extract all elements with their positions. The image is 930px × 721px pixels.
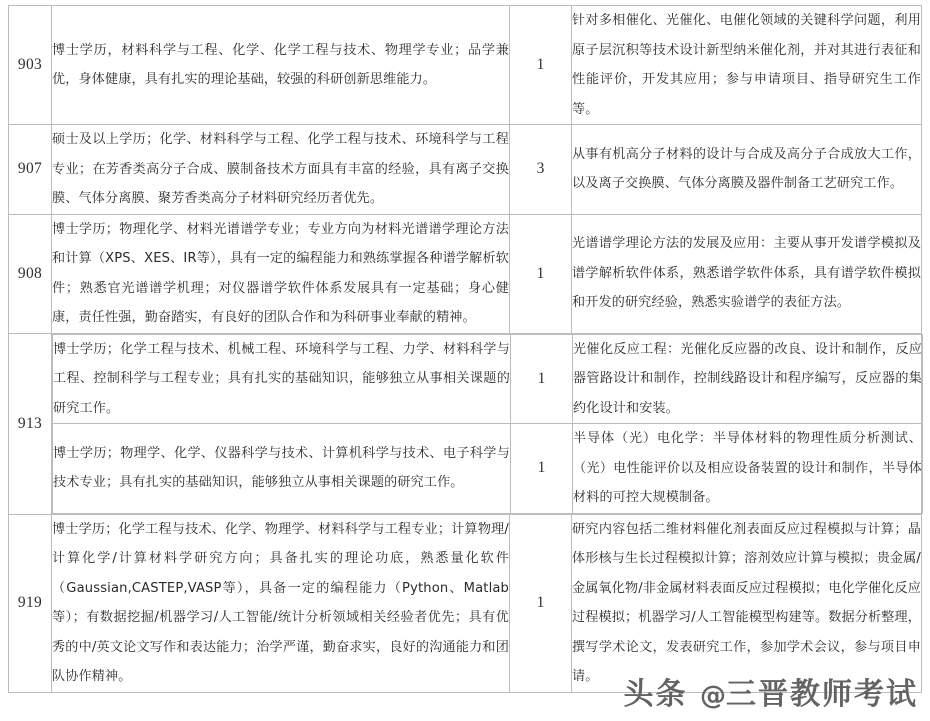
row-quantity-cell: 1 — [511, 424, 573, 514]
recruitment-requirements-table — [8, 5, 922, 693]
row-id-cell: 913 — [9, 333, 52, 514]
row-id-cell: 903 — [9, 6, 52, 125]
table-subrow — [53, 424, 923, 514]
row-quantity-cell: 3 — [510, 125, 572, 215]
row-requirement-cell: 硕士及以上学历；化学、材料科学与工程、化学工程与技术、环境科学与工程专业；在芳香类高分子合成、膜制备技术方面具有丰富的经验，具有离子交换膜、气体分离膜、聚芳香类高分子材料研究经历者优先。 — [52, 125, 510, 215]
row-duty-cell: 半导体（光）电化学：半导体材料的物理性质分析测试、（光）电性能评价以及相应设备装置的设计和制作，半导体材料的可控大规模制备。 — [573, 424, 923, 514]
table-row-grouped — [9, 333, 922, 514]
row-id-cell: 919 — [9, 514, 52, 692]
row-quantity-cell: 1 — [511, 334, 573, 424]
watermark-at-symbol: @ — [700, 681, 726, 711]
row-requirement-cell: 博士学历；化学工程与技术、机械工程、环境科学与工程、力学、材料科学与工程、控制科学与工程专业；具有扎实的基础知识，能够独立从事相关课题的研究工作。 — [53, 334, 511, 424]
table-row — [9, 514, 922, 692]
row-requirement-cell: 博士学历；化学工程与技术、化学、物理学、材料科学与工程专业；计算物理/计算化学/计算材料学研究方向；具备扎实的理论功底，熟悉量化软件（Gaussian,CASTEP,VASP等），具备一定的编程能力（Python、Matlab等）；有数据挖掘/机器学习/人工智能/统计分析领域相关经验者优先；具有优秀的中/英文论文写作和表达能力；治学严谨，勤奋求实，良好的沟通能力和团队协作精神。 — [52, 514, 510, 692]
row-quantity-cell: 1 — [510, 214, 572, 333]
row-duty-cell: 光催化反应工程：光催化反应器的改良、设计和制作，反应器管路设计和制作，控制线路设计和程序编写，反应器的集约化设计和安装。 — [573, 334, 923, 424]
table-body — [9, 6, 922, 693]
table-row — [9, 6, 922, 125]
watermark-platform: 头条 — [623, 677, 688, 712]
watermark-account: 三晋教师考试 — [726, 677, 918, 712]
row-duty-cell: 从事有机高分子材料的设计与合成及高分子合成放大工作，以及离子交换膜、气体分离膜及器件制备工艺研究工作。 — [572, 125, 922, 215]
row-duty-cell: 针对多相催化、光催化、电催化领域的关键科学问题，利用原子层沉积等技术设计新型纳米催化剂，并对其进行表征和性能评价，开发其应用；参与申请项目、指导研究生工作等。 — [572, 6, 922, 125]
row-quantity-cell: 1 — [510, 514, 572, 692]
table-row — [9, 214, 922, 333]
row-quantity-cell: 1 — [510, 6, 572, 125]
row-requirement-cell: 博士学历；物理学、化学、仪器科学与技术、计算机科学与技术、电子科学与技术专业；具有扎实的基础知识，能够独立从事相关课题的研究工作。 — [53, 424, 511, 514]
row-id-cell: 907 — [9, 125, 52, 215]
row-id-cell: 908 — [9, 214, 52, 333]
grouped-subrows-container — [52, 333, 922, 514]
subrow-table — [52, 334, 923, 514]
table-row — [9, 125, 922, 215]
row-requirement-cell: 博士学历；物理化学、材料光谱谱学专业；专业方向为材料光谱谱学理论方法和计算（XPS、XES、IR等），具有一定的编程能力和熟练掌握各种谱学解析软件；熟悉官光谱谱学机理；对仪器谱学软件体系发展具有一定基础；身心健康，责任性强，勤奋踏实，有良好的团队合作和为科研事业奉献的精神。 — [52, 214, 510, 333]
table-subrow — [53, 334, 923, 424]
row-requirement-cell: 博士学历，材料科学与工程、化学、化学工程与技术、物理学专业；品学兼优，身体健康，具有扎实的理论基础，较强的科研创新思维能力。 — [52, 6, 510, 125]
row-duty-cell: 研究内容包括二维材料催化剂表面反应过程模拟与计算；晶体形核与生长过程模拟计算；溶剂效应计算与模拟；贵金属/金属氧化物/非金属材料表面反应过程模拟；电化学催化反应过程模拟；机器学习/人工智能模型构建等。数据分析整理，撰写学术论文，发表研究工作，参加学术会议，参与项目申请。 — [572, 514, 922, 692]
row-duty-cell: 光谱谱学理论方法的发展及应用：主要从事开发谱学模拟及谱学解析软件体系，熟悉谱学软件体系，具有谱学软件模拟和开发的研究经验，熟悉实验谱学的表征方法。 — [572, 214, 922, 333]
